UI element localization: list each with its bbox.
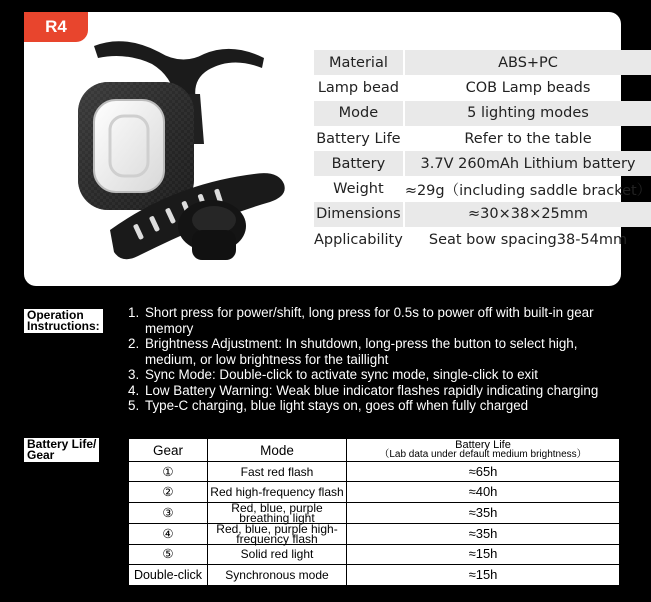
spec-value: ABS+PC [404, 50, 651, 75]
header-gear: Gear [129, 439, 208, 462]
life-cell: ≈40h [347, 482, 620, 502]
operation-instructions [128, 305, 628, 414]
instruction-text: Short press for power/shift, long press for 0.5s to power off with built-in gear memory [145, 305, 594, 336]
life-cell: ≈35h [347, 523, 620, 544]
instruction-text: Brightness Adjustment: In shutdown, long-press the button to select high, medium, or low brightness for the taillight [145, 336, 578, 367]
header-mode: Mode [208, 439, 347, 462]
spec-value: Refer to the table [464, 130, 592, 147]
battery-label [24, 438, 99, 462]
spec-row [314, 176, 651, 201]
table-row [129, 544, 620, 564]
operation-label [24, 309, 103, 333]
instruction-item [128, 336, 628, 367]
instruction-number: 2. [128, 336, 140, 351]
spec-row [314, 126, 651, 151]
model-badge: R4 [24, 12, 88, 42]
instruction-text: Sync Mode: Double-click to activate sync mode, single-click to exit [145, 367, 538, 382]
spec-row [314, 75, 651, 100]
gear-cell: ① [129, 462, 208, 482]
gear-cell: ④ [129, 523, 208, 544]
spec-row [314, 151, 651, 176]
mode-cell: Red high-frequency flash [208, 482, 347, 502]
table-row [129, 482, 620, 502]
instruction-text: Low Battery Warning: Weak blue indicator flashes rapidly indicating charging [145, 382, 599, 398]
instruction-item [128, 383, 628, 399]
spec-value: COB Lamp beads [465, 79, 591, 96]
bike-taillight-image [64, 34, 304, 274]
spec-key: Lamp bead [314, 75, 404, 100]
mode-cell: Synchronous mode [208, 565, 347, 585]
table-row [129, 462, 620, 482]
gear-cell: Double-click [129, 565, 208, 585]
spec-table [314, 50, 651, 252]
instruction-text: Type-C charging, blue light stays on, goes off when fully charged [145, 398, 529, 413]
spec-value: ≈30×38×25mm [404, 202, 651, 227]
spec-row [314, 202, 651, 227]
table-row [129, 502, 620, 523]
battery-table-header [129, 439, 620, 462]
mode-cell: Red, blue, purple breathing light [208, 502, 347, 523]
spec-key: Dimensions [314, 202, 404, 227]
life-cell: ≈65h [347, 462, 620, 482]
header-battery-life [347, 439, 620, 462]
spec-value: 5 lighting modes [404, 101, 651, 126]
battery-life-table [128, 438, 620, 586]
mode-cell: Solid red light [208, 544, 347, 564]
spec-value: ≈29g（including saddle bracket） [404, 182, 651, 199]
spec-value: Seat bow spacing38-54mm [428, 231, 628, 248]
instruction-number: 1. [128, 305, 140, 320]
instruction-item [128, 367, 628, 383]
gear-cell: ③ [129, 502, 208, 523]
instruction-number: 5. [128, 398, 140, 413]
spec-key: Material [314, 50, 404, 75]
header-life-subtitle: （Lab data under default medium brightness） [379, 449, 587, 460]
spec-row [314, 101, 651, 126]
mode-cell: Red, blue, purple high-frequency flash [208, 523, 347, 544]
instruction-number: 3. [128, 367, 140, 382]
instruction-number: 4. [128, 382, 140, 398]
spec-key: Battery Life [314, 126, 404, 151]
life-cell: ≈35h [347, 502, 620, 523]
spec-value: 3.7V 260mAh Lithium battery [404, 151, 651, 176]
header-life-title: Battery Life [455, 439, 511, 451]
spec-key: Weight [314, 176, 404, 201]
operation-label-line2: Instructions: [27, 319, 100, 333]
battery-label-line1: Battery Life/ [27, 437, 97, 451]
spec-key: Battery [314, 151, 404, 176]
spec-key: Mode [314, 101, 404, 126]
life-cell: ≈15h [347, 544, 620, 564]
battery-label-line2: Gear [27, 448, 55, 462]
product-card [24, 12, 651, 286]
gear-cell: ⑤ [129, 544, 208, 564]
spec-row [314, 50, 651, 75]
operation-label-line1: Operation [27, 308, 84, 322]
mode-cell: Fast red flash [208, 462, 347, 482]
life-cell: ≈15h [347, 565, 620, 585]
spec-key: Applicability [314, 227, 404, 252]
spec-row [314, 227, 651, 252]
gear-cell: ② [129, 482, 208, 502]
instruction-item [128, 398, 628, 414]
table-row [129, 523, 620, 544]
instruction-item [128, 305, 628, 336]
table-row [129, 565, 620, 585]
